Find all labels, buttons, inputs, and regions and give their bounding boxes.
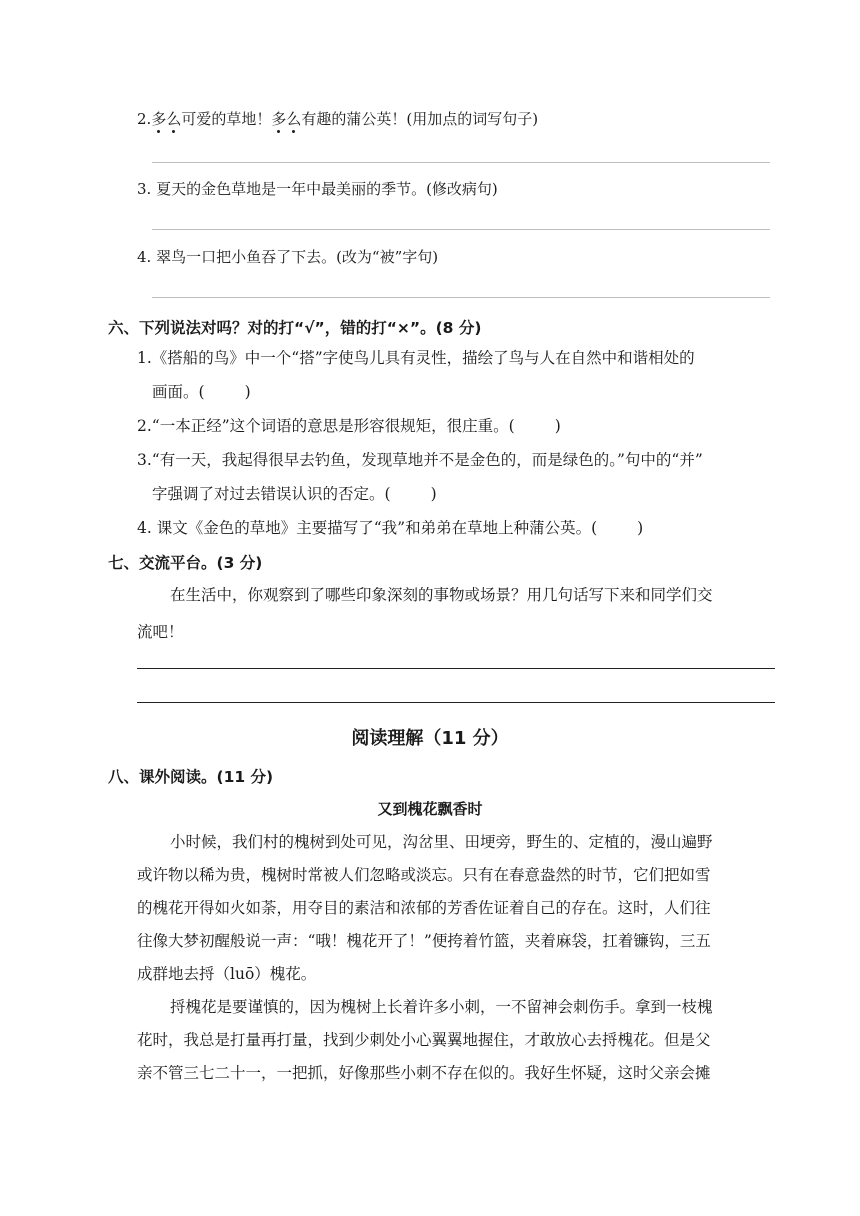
- reading-title: 阅读理解（11 分）: [351, 728, 509, 749]
- item-text: 2.“一本正经”这个词语的意思是形容很规矩，很庄重。(: [137, 417, 515, 435]
- passage-line: 或许物以稀为贵，槐树时常被人们忽略或淡忘。只有在春意盎然的时节，它们把如雪: [137, 866, 711, 884]
- section-7-prompt-line2: 流吧！: [137, 623, 184, 641]
- section-8-heading: 八、课外阅读。(11 分): [108, 768, 274, 786]
- answer-line[interactable]: [137, 668, 775, 669]
- item-text: 字强调了对过去错误认识的否定。(: [152, 485, 391, 503]
- item-text: ): [554, 417, 561, 435]
- section-7-prompt-line1: 在生活中，你观察到了哪些印象深刻的事物或场景？用几句话写下来和同学们交: [170, 586, 713, 604]
- passage-line: 小时候，我们村的槐树到处可见，沟岔里、田埂旁，野生的、定植的，漫山遍野: [170, 833, 713, 851]
- item-6-1-line1: 1.《搭船的鸟》中一个“搭”字使鸟儿具有灵性，描绘了鸟与人在自然中和谐相处的: [137, 349, 695, 367]
- question-text: 可爱的草地！: [181, 110, 272, 128]
- dotted-char: 么: [166, 110, 182, 128]
- item-text: ): [637, 519, 644, 537]
- question-5-2: [137, 108, 538, 129]
- passage-line: 捋槐花是要谨慎的，因为槐树上长着许多小刺，一不留神会刺伤手。拿到一枝槐: [170, 998, 713, 1016]
- item-text: ): [430, 485, 437, 503]
- answer-line[interactable]: [152, 162, 770, 163]
- dotted-char: 么: [286, 110, 302, 128]
- item-6-4: [137, 516, 643, 538]
- answer-line[interactable]: [152, 229, 770, 230]
- passage-line: 成群地去捋（luō）槐花。: [137, 965, 317, 983]
- passage-line: 的槐花开得如火如荼，用夺目的素洁和浓郁的芳香佐证着自己的存在。这时，人们往: [137, 899, 711, 917]
- item-6-2: [137, 414, 561, 436]
- dotted-char: 多: [271, 110, 287, 128]
- item-6-3-line2: [152, 482, 437, 504]
- item-6-3-line1: 3.“有一天，我起得很早去钓鱼，发现草地并不是金色的，而是绿色的。”句中的“并”: [137, 451, 703, 469]
- answer-line[interactable]: [137, 702, 775, 703]
- item-text: ): [244, 383, 251, 401]
- passage-line: 花时，我总是打量再打量，找到少刺处小心翼翼地握住，才敢放心去捋槐花。但是父: [137, 1031, 711, 1049]
- question-5-3: 3. 夏天的金色草地是一年中最美丽的季节。(修改病句): [137, 180, 498, 198]
- question-5-4: 4. 翠鸟一口把小鱼吞了下去。(改为“被”字句): [137, 248, 439, 266]
- passage-line: 亲不管三七二十一，一把抓，好像那些小刺不存在似的。我好生怀疑，这时父亲会摊: [137, 1064, 711, 1082]
- item-text: 4. 课文《金色的草地》主要描写了“我”和弟弟在草地上种蒲公英。(: [137, 519, 598, 537]
- passage-line: 往像大梦初醒般说一声：“哦！槐花开了！”便挎着竹篮，夹着麻袋，扛着镰钩，三五: [137, 932, 711, 950]
- question-number: 2.: [137, 110, 152, 128]
- dotted-char: 多: [151, 110, 167, 128]
- passage-title: 又到槐花飘香时: [377, 800, 483, 818]
- item-6-1-line2: [152, 380, 251, 402]
- section-6-heading: 六、下列说法对吗？对的打“√”，错的打“×”。(8 分): [108, 319, 482, 337]
- answer-line[interactable]: [152, 297, 770, 298]
- question-text: 有趣的蒲公英！(用加点的词写句子): [301, 110, 539, 128]
- section-7-heading: 七、交流平台。(3 分): [108, 554, 263, 572]
- item-text: 画面。(: [152, 383, 205, 401]
